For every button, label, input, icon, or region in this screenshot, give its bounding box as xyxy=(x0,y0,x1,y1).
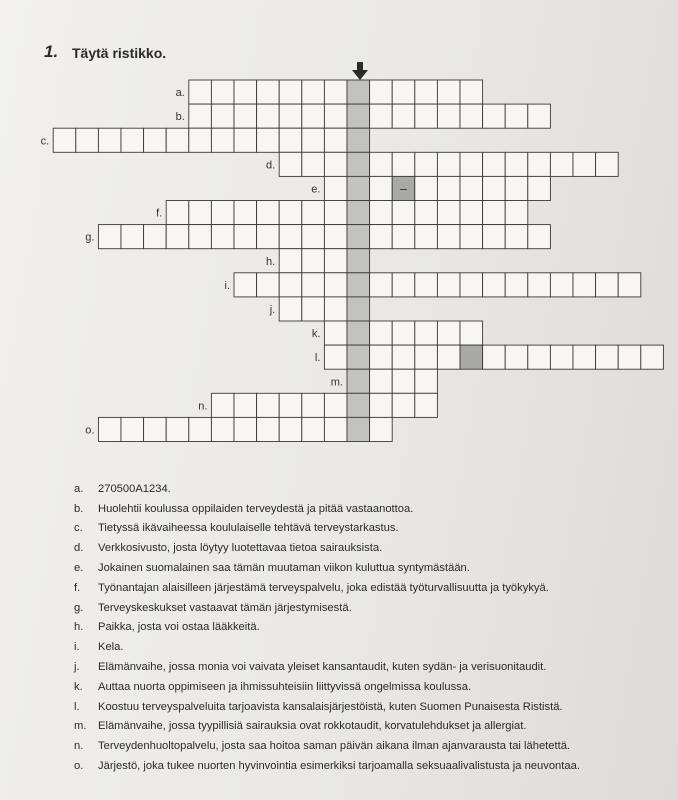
crossword-cell[interactable] xyxy=(211,417,234,441)
crossword-cell[interactable] xyxy=(528,152,551,176)
crossword-cell[interactable] xyxy=(370,176,393,200)
crossword-cell[interactable] xyxy=(302,417,325,441)
crossword-cell[interactable] xyxy=(370,104,393,128)
clue-item xyxy=(74,519,580,539)
crossword-row-m xyxy=(331,369,438,393)
crossword-row-c xyxy=(41,128,370,152)
row-label: n. xyxy=(198,400,208,413)
crossword-cell[interactable] xyxy=(415,345,438,369)
crossword-cell[interactable] xyxy=(392,80,415,104)
crossword-row-g xyxy=(85,225,550,249)
crossword-cell[interactable] xyxy=(234,273,257,297)
clue-item xyxy=(74,736,580,756)
clue-letter: h. xyxy=(74,621,84,634)
solution-cell[interactable] xyxy=(347,273,370,297)
crossword-cell[interactable] xyxy=(302,393,325,417)
solution-cell[interactable] xyxy=(347,369,370,393)
crossword-cell[interactable] xyxy=(234,201,257,225)
clue-item xyxy=(74,637,580,657)
crossword-cell[interactable] xyxy=(505,273,528,297)
crossword-cell[interactable] xyxy=(144,225,167,249)
crossword-row-e xyxy=(311,176,550,200)
clue-text: Elämänvaihe, jossa tyypillisiä sairauksia ovat rokkotaudit, korvatulehdukset ja allergiat. xyxy=(98,720,527,733)
crossword-cell[interactable] xyxy=(302,249,325,273)
crossword-cell[interactable] xyxy=(121,128,144,152)
crossword-cell[interactable] xyxy=(392,225,415,249)
crossword-row-l xyxy=(315,345,663,369)
row-label: c. xyxy=(40,135,50,148)
crossword-cell[interactable] xyxy=(166,417,189,441)
crossword-cell[interactable] xyxy=(460,152,483,176)
crossword-cell[interactable] xyxy=(98,225,121,249)
solution-cell[interactable] xyxy=(347,321,370,345)
crossword-cell[interactable] xyxy=(505,104,528,128)
crossword-cell[interactable] xyxy=(257,80,280,104)
solution-cell[interactable] xyxy=(347,417,370,441)
crossword-cell[interactable] xyxy=(324,249,347,273)
crossword-cell[interactable] xyxy=(437,104,460,128)
crossword-cell[interactable] xyxy=(415,225,438,249)
crossword-cell[interactable] xyxy=(528,176,551,200)
crossword-cell[interactable] xyxy=(166,225,189,249)
clue-item xyxy=(74,697,580,717)
crossword-cell[interactable] xyxy=(392,273,415,297)
crossword-cell[interactable] xyxy=(370,80,393,104)
crossword-cell[interactable] xyxy=(483,104,506,128)
clue-item xyxy=(74,657,580,677)
clue-text: Paikka, josta voi ostaa lääkkeitä. xyxy=(98,621,260,634)
crossword-cell[interactable] xyxy=(234,128,257,152)
crossword-cell[interactable] xyxy=(234,417,257,441)
crossword-cell[interactable] xyxy=(618,273,641,297)
crossword-cell[interactable] xyxy=(437,176,460,200)
crossword-cell[interactable] xyxy=(257,128,280,152)
prefilled-character: – xyxy=(400,181,407,196)
clue-item xyxy=(74,538,580,558)
solution-cell[interactable] xyxy=(347,225,370,249)
crossword-cell[interactable] xyxy=(370,417,393,441)
clue-item xyxy=(74,578,580,598)
clue-text: Koostuu terveyspalveluita tarjoavista kansalaisjärjestöistä, kuten Suomen Punaisesta Rististä. xyxy=(98,700,563,713)
crossword-cell[interactable] xyxy=(324,297,347,321)
clue-text: Järjestö, joka tukee nuorten hyvinvointia esimerkiksi tarjoamalla seksuaalivalistusta ja neuvontaa. xyxy=(98,760,580,773)
crossword-cell[interactable] xyxy=(189,417,212,441)
crossword-cell[interactable] xyxy=(144,417,167,441)
crossword-cell[interactable] xyxy=(189,225,212,249)
crossword-cell[interactable] xyxy=(596,152,619,176)
crossword-cell[interactable] xyxy=(98,128,121,152)
crossword-cell[interactable] xyxy=(415,369,438,393)
clue-letter: o. xyxy=(74,760,84,773)
row-label: b. xyxy=(175,111,185,124)
crossword-cell[interactable] xyxy=(211,104,234,128)
crossword-cell[interactable] xyxy=(483,152,506,176)
crossword-cell[interactable] xyxy=(257,417,280,441)
crossword-cell[interactable] xyxy=(324,176,347,200)
crossword-cell[interactable] xyxy=(437,225,460,249)
clue-item xyxy=(74,598,580,618)
crossword-cell[interactable] xyxy=(234,80,257,104)
crossword-cell[interactable] xyxy=(392,345,415,369)
row-label: e. xyxy=(311,183,321,196)
crossword-cell[interactable] xyxy=(211,80,234,104)
clue-letter: i. xyxy=(74,641,80,654)
crossword-cell[interactable] xyxy=(505,176,528,200)
crossword-cell[interactable] xyxy=(483,345,506,369)
crossword-cell[interactable] xyxy=(211,201,234,225)
crossword-cell[interactable] xyxy=(279,201,302,225)
crossword-cell[interactable] xyxy=(279,417,302,441)
crossword-cell[interactable] xyxy=(324,273,347,297)
clue-item xyxy=(74,756,580,776)
clue-text: Terveyskeskukset vastaavat tämän järjestymisestä. xyxy=(98,601,352,614)
clue-item xyxy=(74,499,580,519)
crossword-cell[interactable] xyxy=(483,225,506,249)
crossword-cell[interactable] xyxy=(415,321,438,345)
crossword-cell[interactable] xyxy=(234,104,257,128)
clue-letter: m. xyxy=(74,720,87,733)
crossword-row-i xyxy=(225,273,641,297)
crossword-cell[interactable] xyxy=(505,201,528,225)
crossword-cell[interactable] xyxy=(302,297,325,321)
crossword-cell[interactable] xyxy=(257,225,280,249)
solution-cell[interactable] xyxy=(347,201,370,225)
crossword-cell[interactable] xyxy=(415,273,438,297)
crossword-cell[interactable] xyxy=(189,104,212,128)
crossword-cell[interactable] xyxy=(370,152,393,176)
crossword-cell[interactable] xyxy=(324,104,347,128)
crossword-cell[interactable] xyxy=(189,201,212,225)
row-label: f. xyxy=(156,207,163,220)
crossword-cell[interactable] xyxy=(460,345,483,369)
crossword-cell[interactable] xyxy=(505,225,528,249)
crossword-cell[interactable] xyxy=(53,128,76,152)
crossword-cell[interactable] xyxy=(528,104,551,128)
crossword-cell[interactable] xyxy=(370,369,393,393)
row-label: o. xyxy=(85,424,95,437)
clue-letter: b. xyxy=(74,502,84,515)
row-label: l. xyxy=(314,352,321,365)
crossword-cell[interactable] xyxy=(392,104,415,128)
crossword-cell[interactable] xyxy=(528,273,551,297)
crossword-cell[interactable] xyxy=(279,104,302,128)
crossword-cell[interactable] xyxy=(415,201,438,225)
crossword-cell[interactable] xyxy=(437,273,460,297)
crossword-cell[interactable] xyxy=(573,345,596,369)
crossword-row-h xyxy=(266,249,370,273)
crossword-cell[interactable] xyxy=(279,249,302,273)
crossword-cell[interactable] xyxy=(324,345,347,369)
crossword-row-k xyxy=(312,321,483,345)
crossword-cell[interactable] xyxy=(415,80,438,104)
clue-text: Verkkosivusto, josta löytyy luotettavaa tietoa sairauksista. xyxy=(98,542,383,555)
exercise-title: Täytä ristikko. xyxy=(72,45,167,61)
crossword-cell[interactable] xyxy=(279,128,302,152)
crossword-cell[interactable] xyxy=(550,273,573,297)
clue-text: Elämänvaihe, jossa monia voi vaivata yleiset kansantaudit, kuten sydän- ja verisuonitaudit. xyxy=(98,661,547,674)
crossword-cell[interactable] xyxy=(257,273,280,297)
crossword-cell[interactable] xyxy=(437,321,460,345)
crossword-cell[interactable] xyxy=(302,152,325,176)
crossword-cell[interactable] xyxy=(392,393,415,417)
crossword-cell[interactable] xyxy=(234,393,257,417)
clue-letter: d. xyxy=(74,542,84,555)
crossword-cell[interactable] xyxy=(257,104,280,128)
clue-item xyxy=(74,717,580,737)
crossword-cell[interactable] xyxy=(211,393,234,417)
crossword-cell[interactable] xyxy=(324,393,347,417)
solution-cell[interactable] xyxy=(347,176,370,200)
crossword-cell[interactable] xyxy=(437,80,460,104)
clue-text: Tietyssä ikävaiheessa koululaiselle tehtävä terveystarkastus. xyxy=(98,522,399,535)
solution-cell[interactable] xyxy=(347,152,370,176)
crossword-cell[interactable] xyxy=(641,345,664,369)
crossword-cell[interactable] xyxy=(98,417,121,441)
crossword-cell[interactable] xyxy=(279,273,302,297)
exercise-number: 1. xyxy=(44,42,59,61)
crossword-cell[interactable] xyxy=(189,128,212,152)
clue-text: Kela. xyxy=(98,641,124,654)
crossword-cell[interactable] xyxy=(302,128,325,152)
row-label: d. xyxy=(266,159,276,172)
crossword-cell[interactable] xyxy=(392,201,415,225)
crossword-row-o xyxy=(85,417,392,441)
crossword-cell[interactable] xyxy=(302,104,325,128)
crossword-cell[interactable] xyxy=(392,321,415,345)
crossword-cell[interactable] xyxy=(189,80,212,104)
crossword-cell[interactable] xyxy=(460,201,483,225)
crossword-cell[interactable] xyxy=(302,201,325,225)
crossword-row-j xyxy=(269,297,370,321)
clue-text: 270500A1234. xyxy=(98,482,171,495)
row-label: i. xyxy=(224,279,230,292)
clue-letter: c. xyxy=(74,522,83,535)
row-label: m. xyxy=(330,376,343,389)
crossword-cell[interactable] xyxy=(324,417,347,441)
crossword-cell[interactable] xyxy=(483,273,506,297)
crossword-cell[interactable] xyxy=(392,152,415,176)
crossword-cell[interactable] xyxy=(370,225,393,249)
clue-letter: j. xyxy=(74,661,80,674)
clue-text: Huolehtii koulussa oppilaiden terveydestä ja pitää vastaanottoa. xyxy=(98,502,414,515)
crossword-cell[interactable] xyxy=(505,345,528,369)
crossword-cell[interactable] xyxy=(144,128,167,152)
crossword-cell[interactable] xyxy=(415,393,438,417)
crossword-cell[interactable] xyxy=(528,225,551,249)
crossword-cell[interactable] xyxy=(392,369,415,393)
crossword-row-a xyxy=(176,80,483,104)
row-label: a. xyxy=(175,87,185,100)
crossword-cell[interactable] xyxy=(279,152,302,176)
solution-cell[interactable] xyxy=(347,297,370,321)
solution-cell[interactable] xyxy=(347,80,370,104)
crossword-cell[interactable] xyxy=(121,225,144,249)
crossword-cell[interactable] xyxy=(437,152,460,176)
crossword-cell[interactable] xyxy=(302,80,325,104)
crossword-cell[interactable] xyxy=(279,393,302,417)
crossword-cell[interactable] xyxy=(550,345,573,369)
crossword-cell[interactable] xyxy=(618,345,641,369)
clue-letter: g. xyxy=(74,601,84,614)
crossword-cell[interactable] xyxy=(528,345,551,369)
crossword-cell[interactable] xyxy=(324,80,347,104)
crossword-cell[interactable] xyxy=(324,321,347,345)
crossword-cell[interactable] xyxy=(460,80,483,104)
crossword-cell[interactable] xyxy=(460,176,483,200)
crossword-cell[interactable] xyxy=(460,321,483,345)
crossword-cell[interactable] xyxy=(415,104,438,128)
clue-list xyxy=(74,479,580,776)
crossword-cell[interactable] xyxy=(370,321,393,345)
clue-text: Auttaa nuorta oppimiseen ja ihmissuhteisiin liittyvissä ongelmissa koulussa. xyxy=(98,680,472,693)
crossword-cell[interactable] xyxy=(324,225,347,249)
clue-letter: e. xyxy=(74,562,84,575)
crossword-cell[interactable] xyxy=(573,152,596,176)
crossword-cell[interactable] xyxy=(437,345,460,369)
crossword-cell[interactable] xyxy=(505,152,528,176)
clue-text: Terveydenhuoltopalvelu, josta saa hoitoa saman päivän aikana ilman ajanvarausta tai lähetettä. xyxy=(98,740,571,753)
solution-cell[interactable] xyxy=(347,393,370,417)
crossword-cell[interactable] xyxy=(370,393,393,417)
clue-item xyxy=(74,677,580,697)
clue-letter: k. xyxy=(74,680,83,693)
crossword-cell[interactable] xyxy=(460,273,483,297)
crossword-row-b xyxy=(176,104,551,128)
crossword-cell[interactable] xyxy=(279,297,302,321)
crossword-row-d xyxy=(266,152,618,176)
crossword-cell[interactable] xyxy=(415,152,438,176)
crossword-cell[interactable] xyxy=(324,128,347,152)
crossword-cell[interactable] xyxy=(76,128,99,152)
crossword-cell[interactable] xyxy=(166,201,189,225)
row-label: j. xyxy=(269,303,276,316)
crossword-cell[interactable] xyxy=(415,176,438,200)
clue-letter: l. xyxy=(74,700,80,713)
clue-text: Työnantajan alaisilleen järjestämä terveyspalvelu, joka edistää työturvallisuutta ja työkykyä. xyxy=(98,581,549,594)
crossword-cell[interactable] xyxy=(257,393,280,417)
clue-item xyxy=(74,558,580,578)
solution-cell[interactable] xyxy=(347,345,370,369)
crossword-cell[interactable] xyxy=(483,201,506,225)
crossword-cell[interactable] xyxy=(257,201,280,225)
crossword-cell[interactable] xyxy=(279,80,302,104)
crossword-cell[interactable] xyxy=(324,152,347,176)
crossword-cell[interactable] xyxy=(550,152,573,176)
clue-item xyxy=(74,618,580,638)
solution-cell[interactable] xyxy=(347,128,370,152)
solution-cell[interactable] xyxy=(347,249,370,273)
clue-text: Jokainen suomalainen saa tämän muutaman viikon kuluttua syntymästään. xyxy=(98,562,470,575)
crossword-cell[interactable] xyxy=(370,201,393,225)
solution-cell[interactable] xyxy=(347,104,370,128)
crossword-cell[interactable] xyxy=(370,345,393,369)
crossword-cell[interactable] xyxy=(483,176,506,200)
crossword-cell[interactable] xyxy=(302,273,325,297)
crossword-cell[interactable] xyxy=(460,225,483,249)
crossword-cell[interactable] xyxy=(211,225,234,249)
clue-item xyxy=(74,479,580,499)
crossword-cell[interactable] xyxy=(596,273,619,297)
crossword-cell[interactable] xyxy=(279,225,302,249)
crossword-row-f xyxy=(156,201,528,225)
row-label: g. xyxy=(85,231,95,244)
crossword-cell[interactable] xyxy=(370,273,393,297)
crossword-row-n xyxy=(198,393,437,417)
clue-letter: f. xyxy=(74,581,81,594)
crossword-cell[interactable] xyxy=(166,128,189,152)
crossword-cell[interactable] xyxy=(596,345,619,369)
clue-letter: a. xyxy=(74,482,84,495)
crossword-cell[interactable] xyxy=(234,225,257,249)
crossword-cell[interactable] xyxy=(211,128,234,152)
crossword-cell[interactable] xyxy=(460,104,483,128)
crossword-cell[interactable] xyxy=(437,201,460,225)
crossword-cell[interactable] xyxy=(324,201,347,225)
crossword-cell[interactable] xyxy=(121,417,144,441)
row-label: k. xyxy=(311,328,321,341)
crossword-cell[interactable] xyxy=(573,273,596,297)
row-label: h. xyxy=(266,255,276,268)
crossword-cell[interactable] xyxy=(302,225,325,249)
clue-letter: n. xyxy=(74,740,84,753)
